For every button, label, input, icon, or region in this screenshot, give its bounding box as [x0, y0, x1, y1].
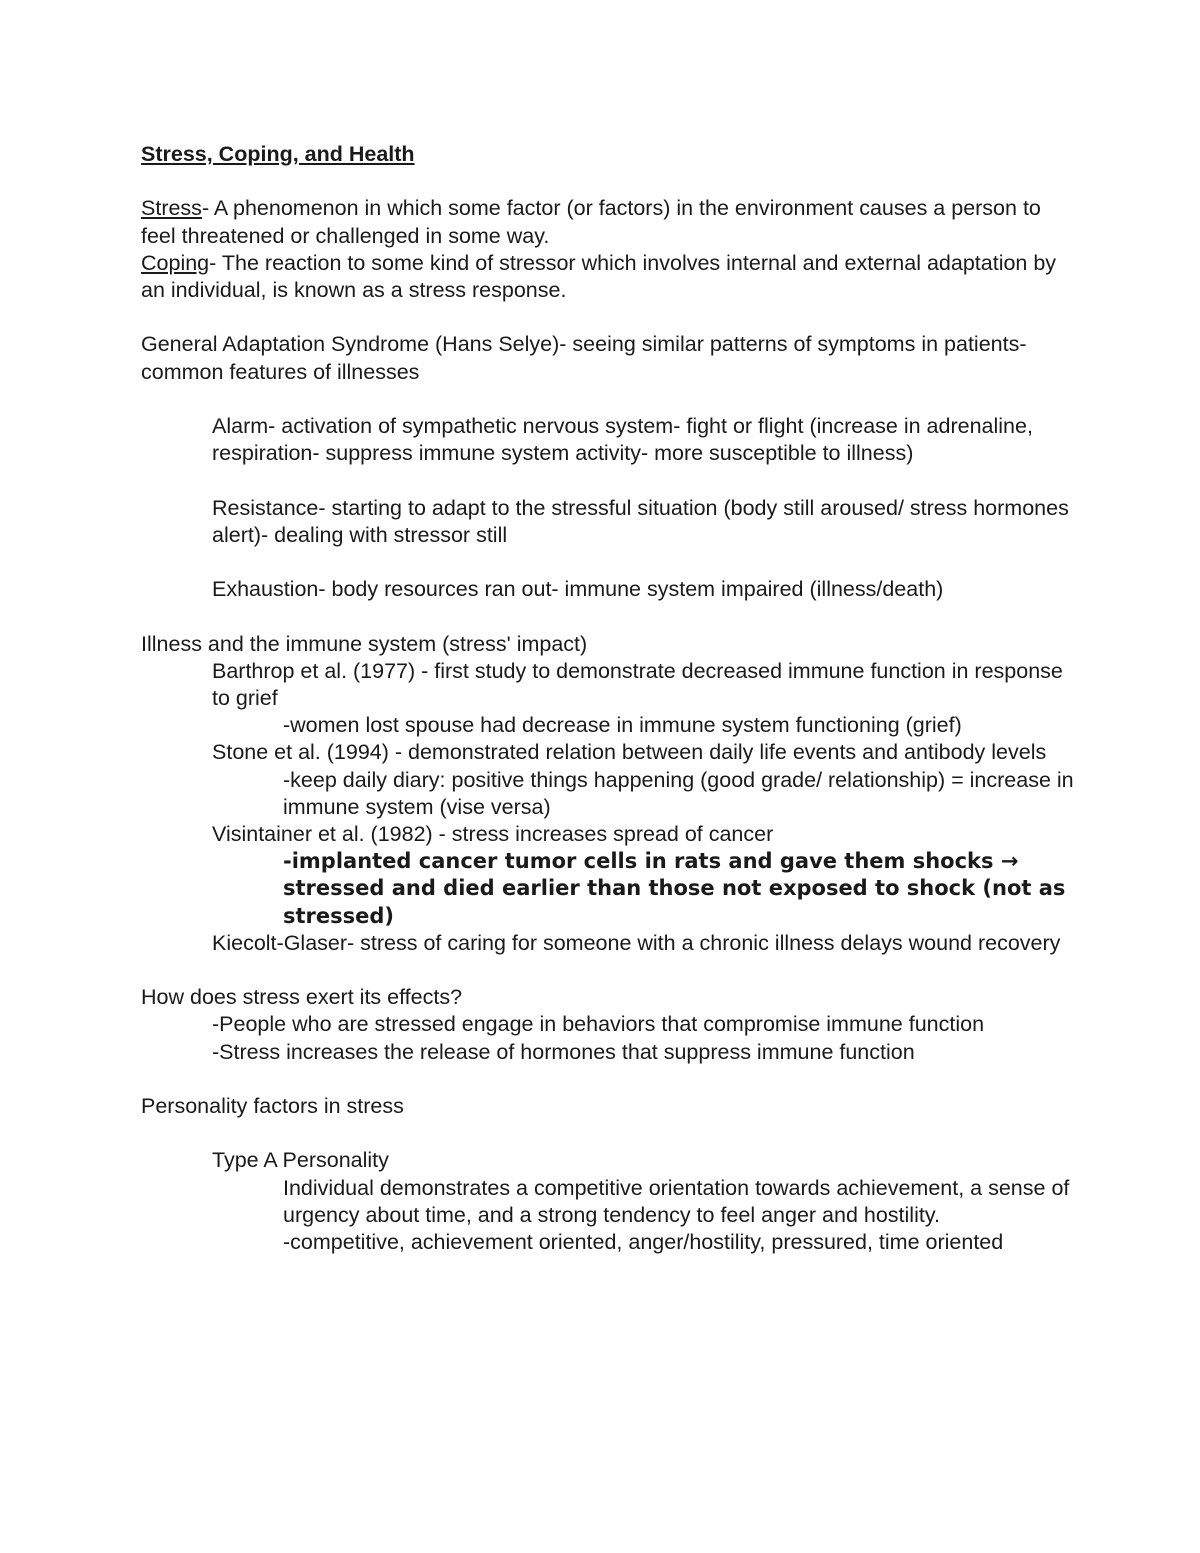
spacer [141, 957, 1081, 984]
document-title: Stress, Coping, and Health [141, 142, 415, 166]
illness-heading: Illness and the immune system (stress' impact) [141, 631, 588, 656]
barthrop-note: -women lost spouse had decrease in immune system functioning (grief) [283, 713, 962, 738]
visintainer-note: -implanted cancer tumor cells in rats and gave them shocks → stressed and died earlier than those not exposed to shock (not as stressed) [283, 849, 1066, 928]
spacer [141, 603, 1081, 630]
stress-definition [141, 195, 1081, 249]
effects-item-hormones: -Stress increases the release of hormones that suppress immune function [212, 1039, 915, 1064]
coping-definition-text: - The reaction to some kind of stressor which involves internal and external adaptation by an individual, is known as a stress response. [141, 250, 1057, 302]
spacer [141, 467, 1081, 494]
type-a-heading: Type A Personality [212, 1148, 389, 1173]
coping-term: Coping [141, 250, 210, 275]
spacer [141, 168, 1081, 195]
coping-definition [141, 250, 1081, 304]
effects-heading: How does stress exert its effects? [141, 985, 463, 1010]
effects-item-behaviors: -People who are stressed engage in behaviors that compromise immune function [212, 1012, 985, 1037]
spacer [141, 386, 1081, 413]
gas-alarm-stage: Alarm- activation of sympathetic nervous system- fight or flight (increase in adrenaline, respiration- suppress immune system activity- more susceptible to illness) [212, 413, 1033, 466]
gas-heading: General Adaptation Syndrome (Hans Selye)- seeing similar patterns of symptoms in patients- common features of illnesses [141, 332, 1027, 384]
barthrop-study: Barthrop et al. (1977) - first study to demonstrate decreased immune function in response to grief [212, 658, 1063, 710]
visintainer-study: Visintainer et al. (1982) - stress increases spread of cancer [212, 821, 774, 846]
stress-term: Stress [141, 196, 202, 221]
stone-study: Stone et al. (1994) - demonstrated relation between daily life events and antibody levels [212, 740, 1047, 765]
document-page [141, 141, 1081, 1256]
stone-note: -keep daily diary: positive things happening (good grade/ relationship) = increase in immune system (vise versa) [283, 767, 1074, 819]
gas-exhaustion-stage: Exhaustion- body resources ran out- immune system impaired (illness/death) [212, 577, 944, 602]
type-a-traits: -competitive, achievement oriented, anger/hostility, pressured, time oriented [283, 1229, 1004, 1254]
spacer [141, 1066, 1081, 1093]
gas-resistance-stage: Resistance- starting to adapt to the stressful situation (body still aroused/ stress hormones alert)- dealing with stressor still [212, 495, 1069, 547]
personality-heading: Personality factors in stress [141, 1093, 404, 1118]
spacer [141, 304, 1081, 331]
kiecolt-study: Kiecolt-Glaser- stress of caring for someone with a chronic illness delays wound recovery [212, 930, 1061, 955]
stress-definition-text: - A phenomenon in which some factor (or factors) in the environment causes a person to feel threatened or challenged in some way. [141, 196, 1041, 248]
type-a-definition: Individual demonstrates a competitive orientation towards achievement, a sense of urgency about time, and a strong tendency to feel anger and hostility. [283, 1175, 1070, 1227]
spacer [141, 1120, 1081, 1147]
spacer [141, 549, 1081, 576]
